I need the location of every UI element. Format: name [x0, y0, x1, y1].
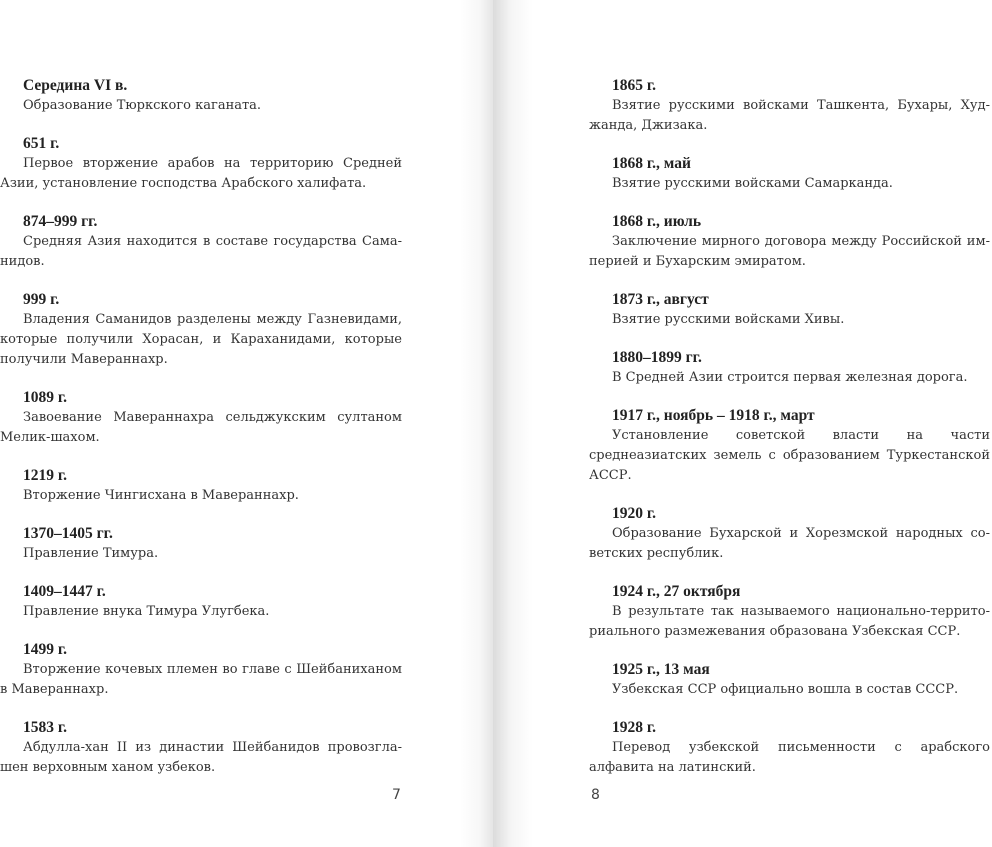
- entry-text: Владения Саманидов разделены между Газневидами, которые получили Хорасан, и Караханидами, которые получили Мавераннахр.: [0, 312, 402, 367]
- entry-text: Взятие русскими войсками Ташкента, Бухары, Худжанда, Джизака.: [589, 98, 990, 133]
- chronology-entry: [589, 154, 990, 194]
- entry-date: 1920 г.: [612, 505, 657, 522]
- chronology-entry: [0, 640, 402, 700]
- entry-text: Правление внука Тимура Улугбека.: [23, 604, 270, 619]
- entry-date: 1583 г.: [23, 719, 68, 736]
- right-page: [493, 0, 992, 847]
- chronology-entry: [589, 212, 990, 272]
- entry-text: Образование Бухарской и Хорезмской народных советских республик.: [589, 526, 990, 561]
- entry-text: Абдулла-хан II из династии Шейбанидов провозглашен верховным ханом узбеков.: [0, 740, 402, 775]
- chronology-entry: [589, 582, 990, 642]
- entry-text: Установление советской власти на части среднеазиатских земель с образованием Туркестанской АССР.: [589, 428, 990, 483]
- entry-text: Заключение мирного договора между Российской империей и Бухарским эмиратом.: [589, 234, 990, 269]
- entry-date: 1868 г., май: [612, 155, 691, 172]
- entry-date: 1868 г., июль: [612, 213, 702, 230]
- chronology-entry: [589, 406, 990, 486]
- entry-date: 1880–1899 гг.: [612, 349, 702, 366]
- left-chronology: [0, 76, 402, 796]
- entry-date: 1928 г.: [612, 719, 657, 736]
- entry-date: 1924 г., 27 октября: [612, 583, 741, 600]
- chronology-entry: [0, 718, 402, 778]
- entry-text: В Средней Азии строится первая железная дорога.: [612, 370, 968, 385]
- chronology-entry: [589, 290, 990, 330]
- entry-date: 1370–1405 гг.: [23, 525, 113, 542]
- entry-date: 1219 г.: [23, 467, 68, 484]
- entry-date: 1917 г., ноябрь – 1918 г., март: [612, 407, 815, 424]
- chronology-entry: [589, 718, 990, 778]
- entry-text: Вторжение кочевых племен во главе с Шейбаниханом в Мавераннахр.: [0, 662, 402, 697]
- page-number: 8: [591, 787, 600, 803]
- entry-text: Вторжение Чингисхана в Мавераннахр.: [23, 488, 299, 503]
- chronology-entry: [0, 388, 402, 448]
- chronology-entry: [0, 466, 402, 506]
- chronology-entry: [589, 76, 990, 136]
- chronology-entry: [0, 212, 402, 272]
- entry-text: Образование Тюркского каганата.: [23, 98, 262, 113]
- entry-text: В результате так называемого национально-территориального размежевания образована Узбекская ССР.: [589, 604, 990, 639]
- entry-text: Взятие русскими войсками Хивы.: [612, 312, 845, 327]
- chronology-entry: [0, 524, 402, 564]
- chronology-entry: [0, 76, 402, 116]
- page-number: 7: [392, 787, 401, 803]
- chronology-entry: [589, 348, 990, 388]
- entry-date: 874–999 гг.: [23, 213, 98, 230]
- entry-date: 1409–1447 г.: [23, 583, 106, 600]
- entry-text: Перевод узбекской письменности с арабского алфавита на латинский.: [589, 740, 990, 775]
- entry-text: Завоевание Мавераннахра сельджукским султаном Мелик-шахом.: [0, 410, 402, 445]
- right-chronology: [589, 76, 990, 796]
- left-page: [0, 0, 493, 847]
- chronology-entry: [589, 504, 990, 564]
- entry-date: 651 г.: [23, 135, 60, 152]
- entry-text: Узбекская ССР официально вошла в состав СССР.: [612, 682, 959, 697]
- entry-date: 1499 г.: [23, 641, 68, 658]
- entry-date: 999 г.: [23, 291, 60, 308]
- chronology-entry: [0, 134, 402, 194]
- entry-date: 1865 г.: [612, 77, 657, 94]
- entry-date: 1925 г., 13 мая: [612, 661, 710, 678]
- entry-text: Первое вторжение арабов на территорию Средней Азии, установление господства Арабского халифата.: [0, 156, 402, 191]
- entry-date: Середина VI в.: [23, 77, 128, 94]
- entry-date: 1873 г., август: [612, 291, 709, 308]
- chronology-entry: [589, 660, 990, 700]
- entry-text: Взятие русскими войсками Самарканда.: [612, 176, 893, 191]
- entry-text: Правление Тимура.: [23, 546, 159, 561]
- entry-date: 1089 г.: [23, 389, 68, 406]
- chronology-entry: [0, 290, 402, 370]
- gutter-shadow: [459, 0, 493, 847]
- entry-text: Средняя Азия находится в составе государства Саманидов.: [0, 234, 402, 269]
- chronology-entry: [0, 582, 402, 622]
- gutter-shadow: [493, 0, 533, 847]
